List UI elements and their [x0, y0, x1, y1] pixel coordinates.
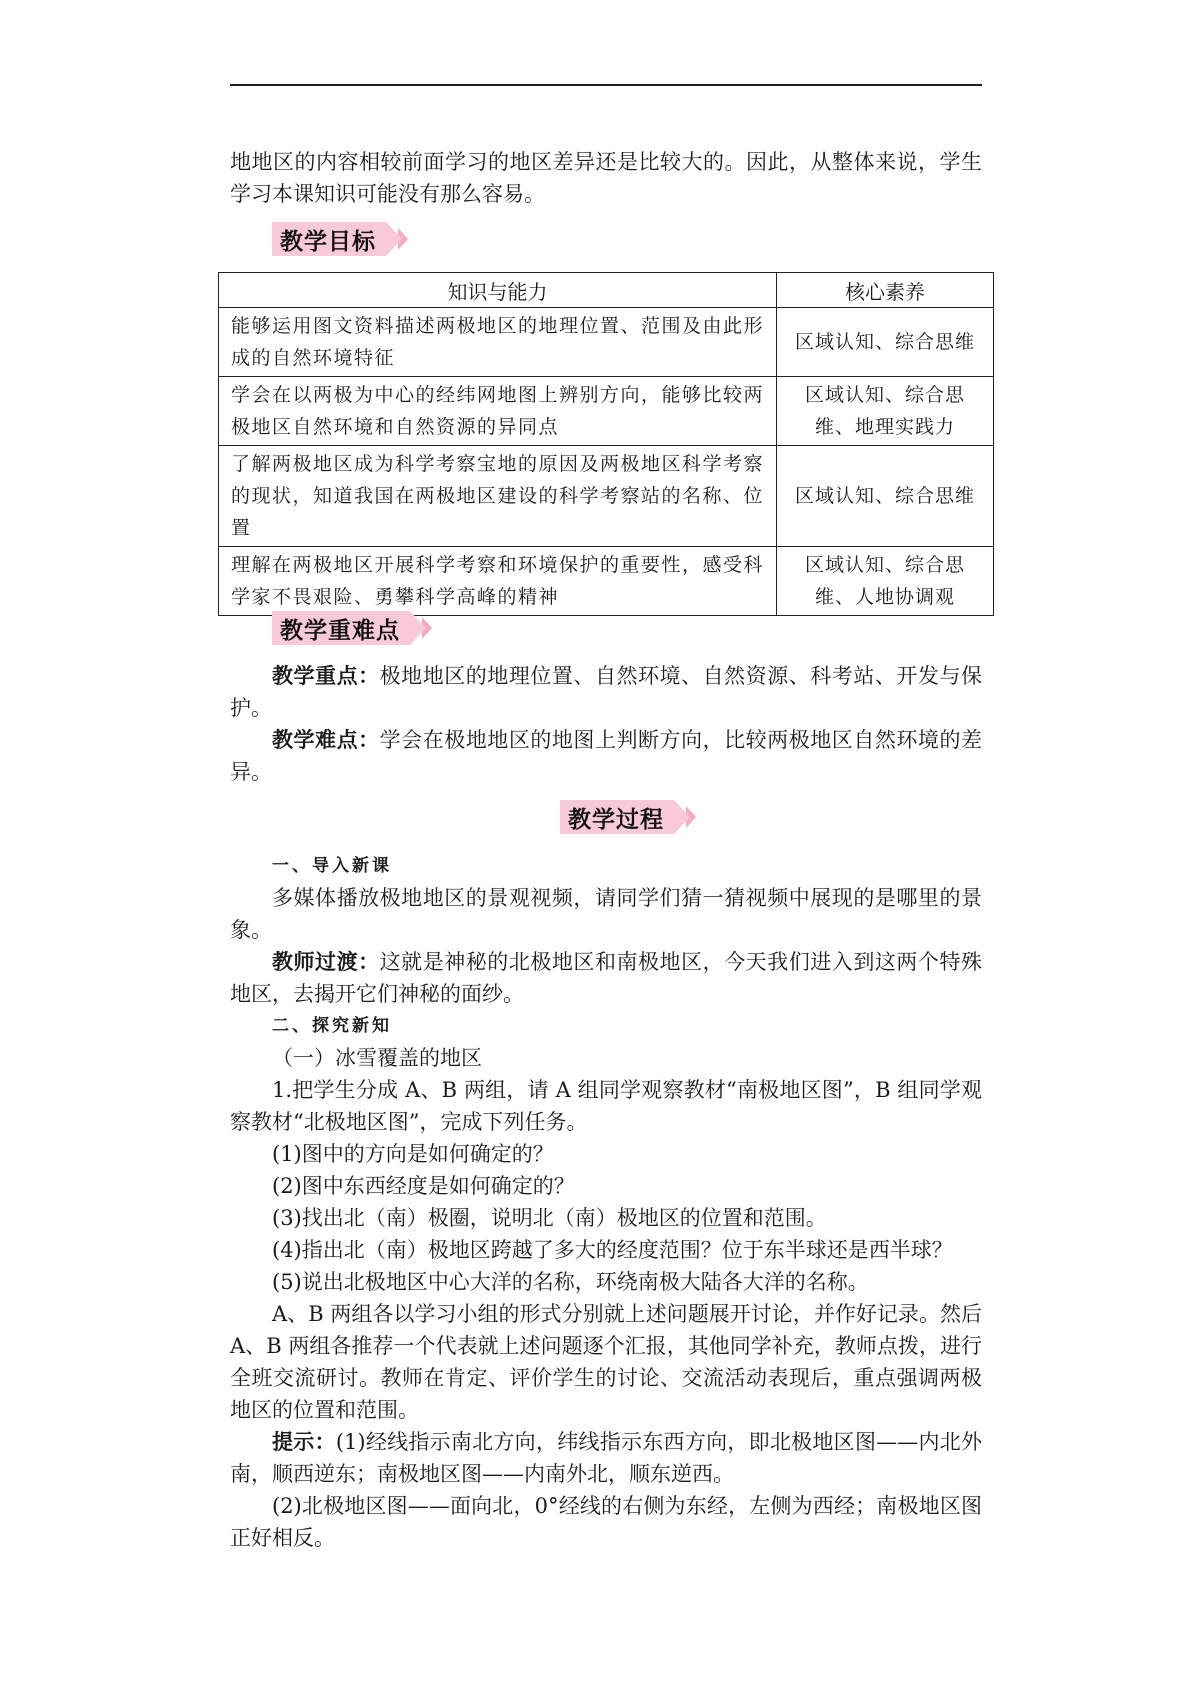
section1-title: 一、导入新课 [272, 856, 392, 876]
goals-heading [272, 222, 386, 256]
column-header: 知识与能力 [219, 273, 777, 308]
literacy-cell: 区域认知、综合思维、地理实践力 [777, 377, 994, 446]
process-heading-text: 教学过程 [568, 806, 664, 833]
table-row [219, 377, 994, 446]
table-row [219, 446, 994, 547]
intro-paragraph: 地地区的内容相较前面学习的地区差异还是比较大的。因此，从整体来说，学生学习本课知识可能没有那么容易。 [230, 150, 982, 206]
process-body [230, 850, 982, 1554]
hint-label: 提示： [272, 1430, 336, 1454]
column-header: 核心素养 [777, 273, 994, 308]
transition-paragraph [230, 946, 982, 1010]
table-row [219, 308, 994, 377]
focus-label: 教学重点： [272, 664, 380, 688]
keypoints-heading-text: 教学重难点 [280, 617, 400, 644]
table-row [219, 547, 994, 616]
focus-text: 极地地区的地理位置、自然环境、自然资源、科考站、开发与保护。 [230, 664, 982, 720]
goals-table-header [219, 273, 994, 308]
difficulty-paragraph [230, 724, 982, 788]
goals-table-wrap [230, 272, 994, 616]
difficulty-label: 教学难点： [272, 728, 380, 752]
task-item: (2)图中东西经度是如何确定的？ [272, 1174, 575, 1198]
transition-text: 这就是神秘的北极地区和南极地区，今天我们进入到这两个特殊地区，去揭开它们神秘的面纱。 [230, 950, 982, 1006]
focus-paragraph [230, 660, 982, 724]
hint2-paragraph: (2)北极地区图——面向北，0°经线的右侧为东经，左侧为西经；南极地区图正好相反。 [230, 1494, 982, 1550]
knowledge-cell: 理解在两极地区开展科学考察和环境保护的重要性，感受科学家不畏艰险、勇攀科学高峰的精神 [219, 547, 777, 616]
subsection-title: （一）冰雪覆盖的地区 [272, 1046, 482, 1070]
hint-paragraph [230, 1426, 982, 1490]
knowledge-cell: 了解两极地区成为科学考察宝地的原因及两极地区科学考察的现状，知道我国在两极地区建设的科学考察站的名称、位置 [219, 446, 777, 547]
section2-title: 二、探究新知 [272, 1016, 392, 1036]
hint-text: (1)经线指示南北方向，纬线指示东西方向，即北极地区图——内北外南，顺西逆东；南极地区图——内南外北，顺东逆西。 [230, 1430, 983, 1486]
knowledge-cell: 学会在以两极为中心的经纬网地图上辨别方向，能够比较两极地区自然环境和自然资源的异同点 [219, 377, 777, 446]
task-item: (1)图中的方向是如何确定的？ [272, 1142, 554, 1166]
difficulty-text: 学会在极地地区的地图上判断方向，比较两极地区自然环境的差异。 [230, 728, 982, 784]
literacy-cell: 区域认知、综合思维、人地协调观 [777, 547, 994, 616]
task-item: (4)指出北（南）极地区跨越了多大的经度范围？位于东半球还是西半球？ [272, 1238, 953, 1262]
literacy-cell: 区域认知、综合思维 [777, 446, 994, 547]
section1-text: 多媒体播放极地地区的景观视频，请同学们猜一猜视频中展现的是哪里的景象。 [230, 886, 982, 942]
process-heading [560, 800, 674, 834]
task-item: (3)找出北（南）极圈，说明北（南）极地区的位置和范围。 [272, 1206, 827, 1230]
literacy-cell: 区域认知、综合思维 [777, 308, 994, 377]
transition-label: 教师过渡： [272, 950, 380, 974]
keypoints-heading [272, 611, 410, 645]
goals-table [218, 272, 994, 616]
header-rule [230, 84, 982, 86]
goals-heading-text: 教学目标 [280, 228, 376, 255]
task-intro: 1.把学生分成 A、B 两组，请 A 组同学观察教材“南极地区图”，B 组同学观察教材“北极地区图”，完成下列任务。 [230, 1078, 982, 1134]
discussion-paragraph: A、B 两组各以学习小组的形式分别就上述问题展开讨论，并作好记录。然后 A、B 两组各推荐一个代表就上述问题逐个汇报，其他同学补充，教师点拨，进行全班交流研讨。教师在肯定、评价学生的讨论、交流活动表现后，重点强调两极地区的位置和范围。 [230, 1302, 982, 1422]
task-item: (5)说出北极地区中心大洋的名称，环绕南极大陆各大洋的名称。 [272, 1270, 869, 1294]
knowledge-cell: 能够运用图文资料描述两极地区的地理位置、范围及由此形成的自然环境特征 [219, 308, 777, 377]
